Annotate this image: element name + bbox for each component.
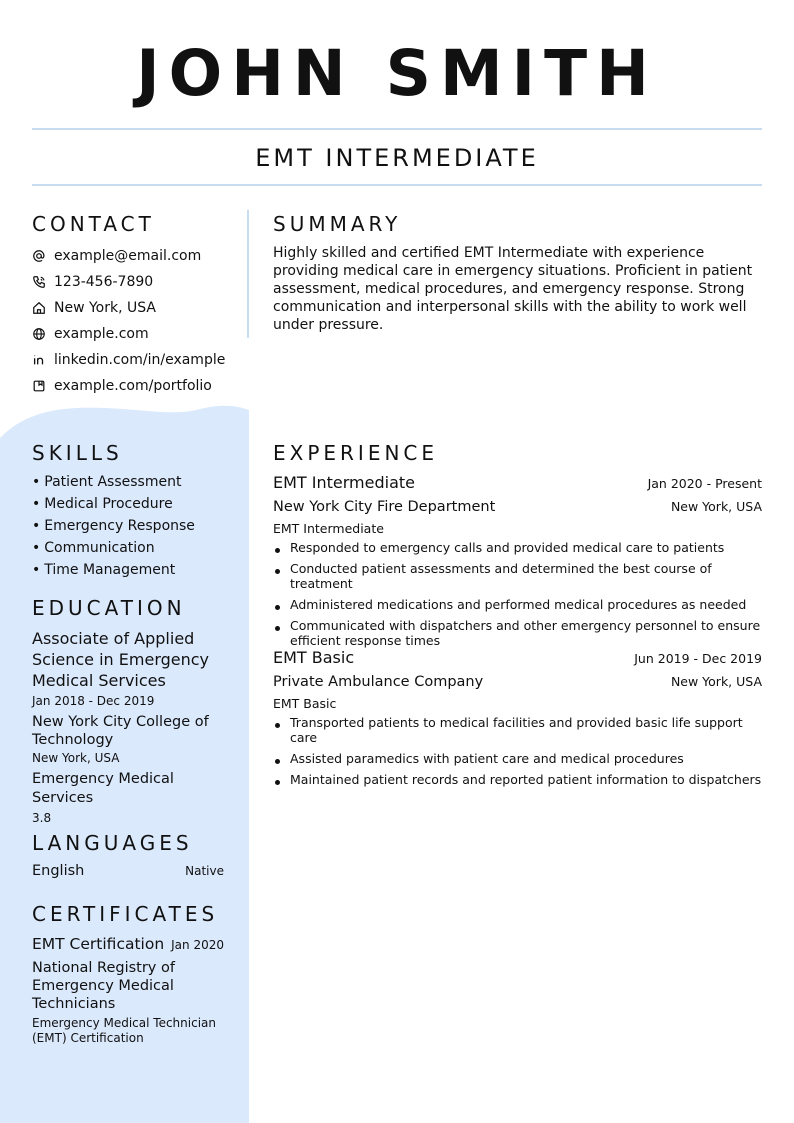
bullet-item: Conducted patient assessments and determined the best course of treatment — [273, 561, 762, 591]
certificate-item — [32, 934, 224, 954]
candidate-name: JOHN SMITH — [136, 37, 658, 110]
experience-entry — [273, 646, 762, 793]
skill-item: • Time Management — [32, 559, 242, 581]
certificate-name: EMT Certification — [32, 935, 165, 953]
header-divider-top — [32, 128, 762, 130]
header-divider-bottom — [32, 184, 762, 186]
contact-list — [32, 243, 242, 399]
skills-list — [32, 471, 242, 581]
job-dates: Jan 2020 - Present — [647, 476, 762, 491]
bullet-item: Administered medications and performed medical procedures as needed — [273, 597, 762, 612]
job-location: New York, USA — [670, 674, 762, 689]
education-gpa: 3.8 — [32, 811, 52, 825]
education-dates: Jan 2018 - Dec 2019 — [32, 694, 155, 708]
job-position: EMT Intermediate — [273, 473, 415, 492]
linkedin-icon — [32, 347, 54, 373]
education-field: Emergency Medical Services — [32, 771, 174, 806]
job-role: EMT Intermediate — [273, 521, 384, 536]
job-company: New York City Fire Department — [273, 499, 496, 515]
certificate-description: Emergency Medical Technician (EMT) Certification — [32, 1016, 216, 1045]
bullet-item: Communicated with dispatchers and other emergency personnel to ensure efficient response times — [273, 618, 762, 648]
contact-phone[interactable]: 123-456-7890 — [32, 269, 242, 295]
bullet-item: Transported patients to medical facilities and provided basic life support care — [273, 715, 762, 745]
education-location: New York, USA — [32, 751, 120, 765]
bullet-item: Responded to emergency calls and provided medical care to patients — [273, 540, 762, 555]
skill-item: • Medical Procedure — [32, 493, 242, 515]
skill-item: • Emergency Response — [32, 515, 242, 537]
certificate-issuer: National Registry of Emergency Medical Technicians — [32, 960, 175, 1012]
job-title: EMT INTERMEDIATE — [255, 144, 539, 172]
language-level: Native — [185, 864, 224, 878]
job-bullets — [273, 715, 762, 787]
phone-icon — [32, 269, 54, 295]
contact-website[interactable]: example.com — [32, 321, 242, 347]
certificate-date: Jan 2020 — [171, 938, 224, 952]
contact-linkedin[interactable]: linkedin.com/in/example — [32, 347, 242, 373]
home-icon — [32, 295, 54, 321]
job-role: EMT Basic — [273, 696, 337, 711]
bullet-item: Maintained patient records and reported patient information to dispatchers — [273, 772, 762, 787]
contact-email[interactable]: example@email.com — [32, 243, 242, 269]
job-dates: Jun 2019 - Dec 2019 — [634, 651, 762, 666]
languages-heading: LANGUAGES — [32, 831, 193, 855]
education-school: New York City College of Technology — [32, 714, 209, 748]
experience-heading: EXPERIENCE — [273, 441, 439, 465]
certificates-heading: CERTIFICATES — [32, 902, 219, 926]
education-entry — [32, 628, 232, 827]
experience-entry — [273, 471, 762, 654]
globe-icon — [32, 321, 54, 347]
column-divider — [247, 210, 249, 338]
job-company: Private Ambulance Company — [273, 674, 484, 690]
job-position: EMT Basic — [273, 648, 355, 667]
contact-portfolio[interactable]: example.com/portfolio — [32, 373, 242, 399]
contact-heading: CONTACT — [32, 212, 155, 236]
portfolio-icon — [32, 373, 54, 399]
job-bullets — [273, 540, 762, 648]
language-name: English — [32, 863, 85, 879]
bullet-item: Assisted paramedics with patient care and medical procedures — [273, 751, 762, 766]
skill-item: • Communication — [32, 537, 242, 559]
skills-heading: SKILLS — [32, 441, 123, 465]
skill-item: • Patient Assessment — [32, 471, 242, 493]
education-degree: Associate of Applied Science in Emergency Medical Services — [32, 629, 210, 690]
language-item — [32, 861, 224, 881]
contact-location: New York, USA — [32, 295, 242, 321]
at-icon — [32, 243, 54, 269]
summary-text: Highly skilled and certified EMT Intermediate with experience providing medical care in emergency situations. Proficient in patient assessment, medical procedures, and emergency response. Strong communication and interpersonal skills with the ability to work well under pressure. — [273, 245, 753, 333]
job-location: New York, USA — [670, 499, 762, 514]
education-heading: EDUCATION — [32, 596, 186, 620]
summary-heading: SUMMARY — [273, 212, 402, 236]
